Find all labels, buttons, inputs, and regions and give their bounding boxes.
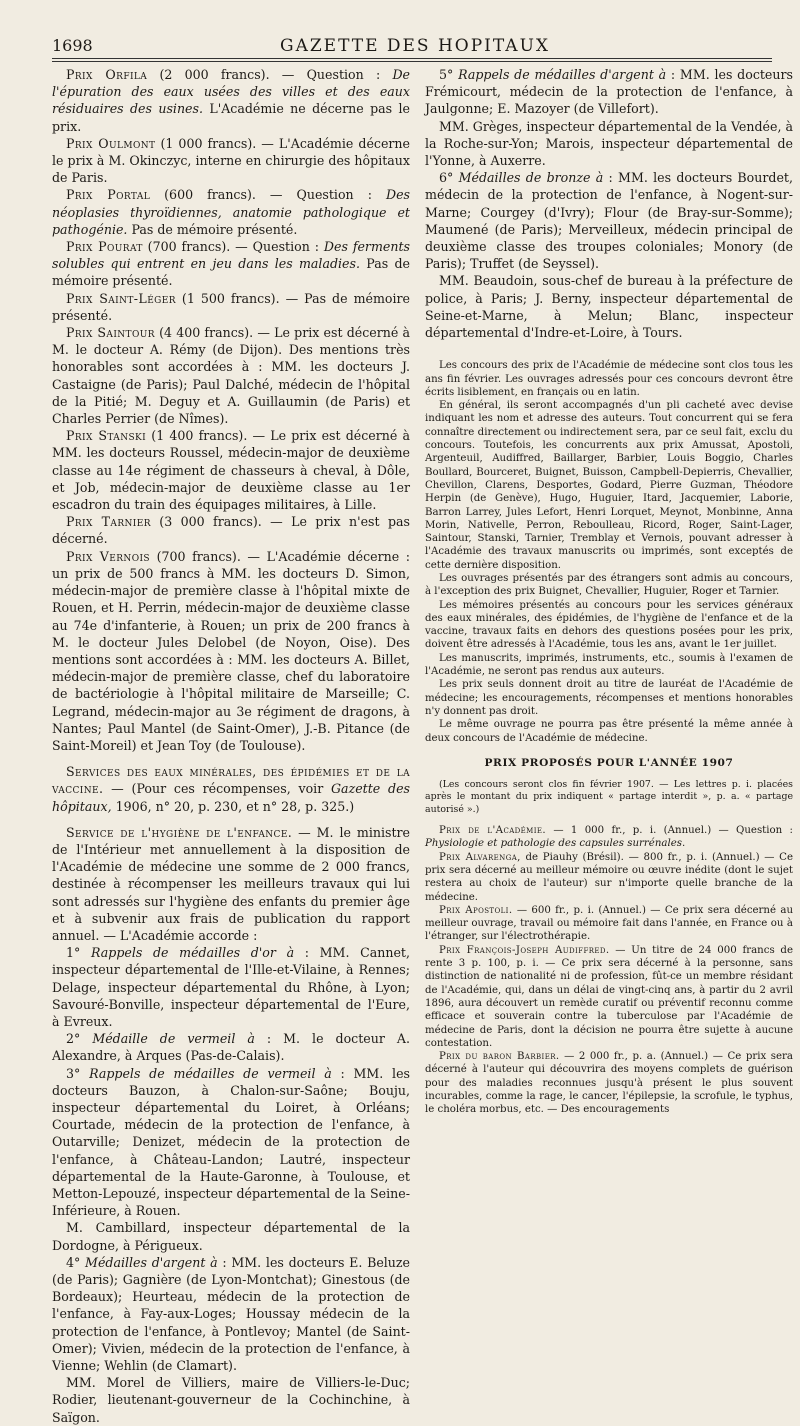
rule-paragraph: Les concours des prix de l'Académie de médecine sont clos tous les ans fin février. Les ouvrages adressés pour ces concours devront être écrits lisiblement, en français ou en latin. <box>425 360 793 398</box>
award-recipients: : M. le docteur A. Alexandre, à Arques (Pas-de-Calais). <box>52 1031 410 1064</box>
prize-name: Prix du baron Barbier. <box>439 1051 560 1063</box>
award-paragraph <box>425 118 793 170</box>
prize-name: Prix Saint-Léger <box>66 290 176 306</box>
prize-name: Prix Alvarenga, <box>439 851 521 863</box>
award-recipients: : MM. les docteurs Bourdet, médecin de la protection de l'enfance, à Nogent-sur-Marne; Courgey (d'Ivry); Flour (de Bray-sur-Somme); Maumené (de Paris); Merveilleux, médecin principal de deuxième classe des troupes coloniales; Monory (de Paris); Truffet (de Seyssel). <box>425 170 793 272</box>
prize-question: Des ferments solubles qui entrent en jeu dans les maladies. <box>52 239 410 272</box>
prix-1907-list <box>425 824 793 1117</box>
rule-paragraph: Les manuscrits, imprimés, instruments, etc., soumis à l'examen de l'Académie, ne seront pas rendus aux auteurs. <box>425 652 793 678</box>
award-number: 3° <box>66 1065 90 1081</box>
prize-name: Prix de l'Académie. <box>439 825 547 837</box>
prize-paragraph <box>52 290 410 324</box>
award-category: Rappels de médailles d'or à <box>90 945 295 961</box>
concours-rules <box>425 359 793 745</box>
rule-paragraph: Le même ouvrage ne pourra pas être présenté la même année à deux concours de l'Académie de médecine. <box>425 719 793 744</box>
prize-text: (4 400 francs). — Le prix est décerné à M. le docteur A. Rémy (de Dijon). Des mentions très honorables sont accordées à : MM. les docteurs J. Castaigne (de Paris); Paul Dalché, médecin de l'hôpital de la Pitié; M. Deguy et A. Guillaumin (de Paris) et Charles Perrier (de Nîmes). <box>52 325 411 427</box>
prize-paragraph <box>52 427 410 513</box>
services-eaux-paragraph: Services des eaux minérales, des épidémies et de la vaccine. — (Pour ces récompenses, voir Gazette des hôpitaux, 1906, n° 20, p. 230, et n° 28, p. 325.) <box>52 764 410 814</box>
prize-text: de Piauhy (Brésil). — 800 fr., p. i. (Annuel.) — Ce prix sera décerné au meilleur mémoire ou œuvre inédite (dont le sujet restera au choix de l'auteur) sur n'importe quelle branche de la médecine. <box>425 851 793 903</box>
award-recipients: M. Cambillard, inspecteur départemental de la Dordogne, à Périgueux. <box>52 1220 410 1253</box>
award-recipients: MM. Grèges, inspecteur départemental de la Vendée, à la Roche-sur-Yon; Marois, inspecteur départemental de l'Yonne, à Auxerre. <box>425 118 793 169</box>
prize-question: De l'épuration des eaux usées des villes et des eaux résiduaires des usines. <box>52 67 410 117</box>
award-recipients: : MM. Cannet, inspecteur départemental de l'Ille-et-Vilaine, à Rennes; Delage, inspecteur départemental du Rhône, à Lyon; Savouré-Bonville, inspecteur départemental de l'Eure, à Evreux. <box>52 945 410 1029</box>
prize-text: (700 francs). — L'Académie décerne : un prix de 500 francs à MM. les docteurs D. Simon, médecin-major de première classe à l'hôpital mixte de Rouen, et H. Perrin, médecin-major de deuxième classe au 74e d'infanterie, à Rouen; un prix de 200 francs à M. le docteur Jules Delobel (de Noyon, Oise). Des mentions sont accordées à : MM. les docteurs A. Billet, médecin-major de première classe, chef du laboratoire de bactériologie à l'hôpital militaire de Marseille; C. Legrand, médecin-major au 3e régiment de dragons, à Nantes; Paul Mantel (de Saint-Omer), J.-B. Pitance (de Saint-Moreil) et Jean Toy (de Toulouse). <box>52 548 410 753</box>
awards-list-continued <box>425 66 793 341</box>
prize-text: (600 francs). — Question : <box>150 187 386 203</box>
prize-paragraph <box>52 186 410 238</box>
award-category: Rappels de médailles d'argent à <box>458 67 667 82</box>
prize-text: (1 500 francs). — Pas de mémoire présenté. <box>52 290 410 323</box>
prize-paragraph <box>52 548 410 754</box>
prize-name: Prix Stanski <box>66 428 147 444</box>
award-number: 1° <box>66 945 91 961</box>
prize-name: Prix Oulmont <box>66 135 156 151</box>
award-category: Médailles de bronze à <box>458 170 604 186</box>
prize-text: — 600 fr., p. i. (Annuel.) — Ce prix sera décerné au meilleur ouvrage, travail ou mémoire fait dans l'année, en France ou à l'étranger, sur l'électrothérapie. <box>425 904 793 943</box>
prize-name: Prix Portal <box>66 187 151 203</box>
prize-text: — Un titre de 24 000 francs de rente 3 p. 100, p. i. — Ce prix sera décerné à la personne, sans distinction de nationalité ni de profession, fût-ce un membre résidant de l'Académie, qui, dans un délai de vingt-cinq ans, à partir du 2 avril 1896, aura découvert un remède curatif ou préventif reconnu comme efficace et souverain contre la tuberculose par l'Académie de médecine de Paris, dont la décision ne pourra être sujette à aucune contestation. <box>425 944 793 1049</box>
award-paragraph <box>52 1254 410 1374</box>
prize-text: (700 francs). — Question : <box>142 239 324 255</box>
award-category: Rappels de médailles de vermeil à <box>89 1065 332 1081</box>
prize-question: Physiologie et pathologie des capsules surrénales. <box>425 838 686 850</box>
header-rule-1 <box>52 58 772 59</box>
prize-paragraph <box>52 66 410 135</box>
award-paragraph <box>425 169 793 272</box>
awards-list <box>52 944 410 1426</box>
prize-name: Prix Pourat <box>66 239 143 255</box>
award-paragraph <box>52 1374 410 1426</box>
left-column <box>52 66 410 1426</box>
prize-name: Prix Tarnier <box>66 514 151 530</box>
award-recipients: MM. Beaudoin, sous-chef de bureau à la préfecture de police, à Paris; J. Berny, inspecteur départemental de Seine-et-Marne, à Melun; Blanc, inspecteur départemental d'Indre-et-Loire, à Tours. <box>425 273 793 341</box>
award-recipients: : MM. les docteurs Bauzon, à Chalon-sur-Saône; Bouju, inspecteur départemental du Loiret, à Orléans; Courtade, médecin de la protection de l'enfance, à Outarville; Denizet, médecin de la protection de l'enfance, à Château-Landon; Lautré, inspecteur départemental de la Haute-Garonne, à Toulouse, et Metton-Lepouzé, inspecteur départemental de la Seine-Inférieure, à Rouen. <box>52 1065 410 1219</box>
prize-paragraph <box>52 324 410 427</box>
award-paragraph <box>425 66 793 118</box>
prix-1907-paragraph <box>425 904 793 944</box>
award-recipients: MM. Morel de Villiers, maire de Villiers-le-Duc; Rodier, lieutenant-gouverneur de la Cochinchine, à Saïgon. <box>52 1375 410 1425</box>
award-number: 4° <box>66 1254 86 1270</box>
prize-text-post: L'Académie ne décerne pas le prix. <box>52 101 410 134</box>
prize-name: Prix Orfila <box>66 67 148 82</box>
award-number: 5° <box>439 67 459 82</box>
award-paragraph <box>425 272 793 341</box>
prize-name: Prix François-Joseph Audiffred. <box>439 944 610 956</box>
prize-text: (2 000 francs). — Question : <box>147 67 393 82</box>
prix-note: (Les concours seront clos fin février 1907. — Les lettres p. i. placées après le montant du prix indiquent « partage interdit », p. a. « partage autorisé ».) <box>425 778 793 815</box>
prize-paragraph <box>52 238 410 290</box>
prize-text: — 1 000 fr., p. i. (Annuel.) — Question : <box>546 825 793 837</box>
award-paragraph <box>52 1219 410 1253</box>
award-paragraph <box>52 1030 410 1064</box>
prix-1907-paragraph <box>425 944 793 1050</box>
section-lead: Services des eaux minérales, des épidémies et de la vaccine. <box>52 764 410 797</box>
award-category: Médaille de vermeil à <box>92 1031 255 1047</box>
prix-1907-paragraph <box>425 824 793 851</box>
prize-name: Prix Vernois <box>66 548 150 564</box>
header-rule-2 <box>52 61 772 62</box>
award-category: Médailles d'argent à <box>85 1254 218 1270</box>
award-paragraph <box>52 1065 410 1220</box>
award-recipients: : MM. les docteurs E. Beluze (de Paris); Gagnière (de Lyon-Montchat); Ginestous (de Bordeaux); Heurteau, médecin de la protection de l'enfance, à Fay-aux-Loges; Houssay médecin de la protection de l'enfance, à Pontlevoy; Mantel (de Saint-Omer); Vivien, médecin de la protection de l'enfance, à Vienne; Wehlin (de Clamart). <box>52 1254 410 1374</box>
rule-paragraph: Les ouvrages présentés par des étrangers sont admis au concours, à l'exception des prix Buignet, Chevallier, Huguier, Roger et Tarnier. <box>425 573 793 598</box>
prix-heading: PRIX PROPOSÉS POUR L'ANNÉE 1907 <box>484 756 734 769</box>
prize-name: Prix Apostoli. <box>439 904 513 916</box>
prize-text: (1 400 francs). — Le prix est décerné à MM. les docteurs Roussel, médecin-major de deuxième classe au 14e régiment de chasseurs à cheval, à Dôle, et Job, médecin-major de deuxième classe au 1er escadron du train des équipages militaires, à Lille. <box>52 428 410 513</box>
running-header <box>52 30 760 60</box>
prize-question: Des néoplasies thyroïdiennes, anatomie pathologique et pathogénie. <box>52 187 410 237</box>
award-number: 2° <box>66 1031 93 1047</box>
award-recipients: : MM. les docteurs Frémicourt, médecin de la protection de l'enfance, à Jaulgonne; E. Mazoyer (de Villefort). <box>425 67 793 117</box>
prize-paragraph <box>52 135 410 187</box>
prize-text: (1 000 francs). — L'Académie décerne le prix à M. Okinczyc, interne en chirurgie des hôpitaux de Paris. <box>52 135 410 186</box>
service-hygiene-paragraph: Service de l'hygiène de l'enfance. — M. le ministre de l'Intérieur met annuellement à la disposition de l'Académie de médecine une somme de 2 000 francs, destinée à récompenser les meilleurs travaux qui lui sont adressés sur l'hygiène des enfants du premier âge et à subvenir aux frais de publication du rapport annuel. — L'Académie accorde : <box>52 824 411 943</box>
page-number: 1698 <box>52 36 93 55</box>
prix-1907-paragraph <box>425 1050 793 1116</box>
prize-text: (3 000 francs). — Le prix n'est pas décerné. <box>52 514 410 547</box>
section-lead: Service de l'hygiène de l'enfance. <box>66 824 293 840</box>
prix-1907-paragraph <box>425 851 793 904</box>
prize-text: — 2 000 fr., p. a. (Annuel.) — Ce prix sera décerné à l'auteur qui découvrira des moyens complets de guérison pour des maladies reconnues jusqu'à présent le plus souvent incurables, comme la rage, le cancer, l'épilepsie, la scrofule, le typhus, le choléra morbus, etc. — Des encouragements <box>425 1051 793 1116</box>
journal-title: GAZETTE DES HOPITAUX <box>280 36 551 56</box>
prize-paragraph <box>52 513 410 547</box>
award-number: 6° <box>439 170 459 186</box>
prize-name: Prix Saintour <box>66 325 155 341</box>
prize-list <box>52 66 410 754</box>
prize-text-post: Pas de mémoire présenté. <box>52 256 411 289</box>
rule-paragraph: Les mémoires présentés au concours pour les services généraux des eaux minérales, des épidémies, de l'hygiène de l'enfance et de la vaccine, travaux faits en dehors des questions posées pour les prix, doivent être adressés à l'Académie, tous les ans, avant le 1er juillet. <box>425 599 793 651</box>
right-column <box>425 66 793 1117</box>
prize-text-post: Pas de mémoire présenté. <box>127 221 298 237</box>
rule-paragraph: En général, ils seront accompagnés d'un pli cacheté avec devise indiquant les nom et adresse des auteurs. Tout concurrent qui se fera connaître directement ou indirectement sera, par ce seul fait, exclu du concours. Toutefois, les concurrents aux prix Amussat, Apostoli, Argenteuil, Audiffred, Baillarger, Barbier, Louis Boggio, Charles Boullard, Bourceret, Buignet, Buisson, Campbell-Depierris, Chevallier, Chevillon, Clarens, Desportes, Godard, Pierre Guzman, Théodore Herpin (de Genève), Hugo, Huguier, Itard, Jacquemier, Laborie, Barron Larrey, Jules Lefort, Henri Lorquet, Meynot, Monbinne, Anna Morin, Nativelle, Perron, Reboulleau, Ricord, Roger, Saint-Lager, Saintour, Stanski, Tarnier, Tremblay et Vernois, pouvant adresser à l'Académie des travaux manuscrits ou imprimés, sont exceptés de cette dernière disposition. <box>425 400 793 571</box>
rule-paragraph: Les prix seuls donnent droit au titre de lauréat de l'Académie de médecine; les encouragements, récompenses et mentions honorables n'y donnent pas droit. <box>425 679 793 717</box>
award-paragraph <box>52 944 410 1030</box>
